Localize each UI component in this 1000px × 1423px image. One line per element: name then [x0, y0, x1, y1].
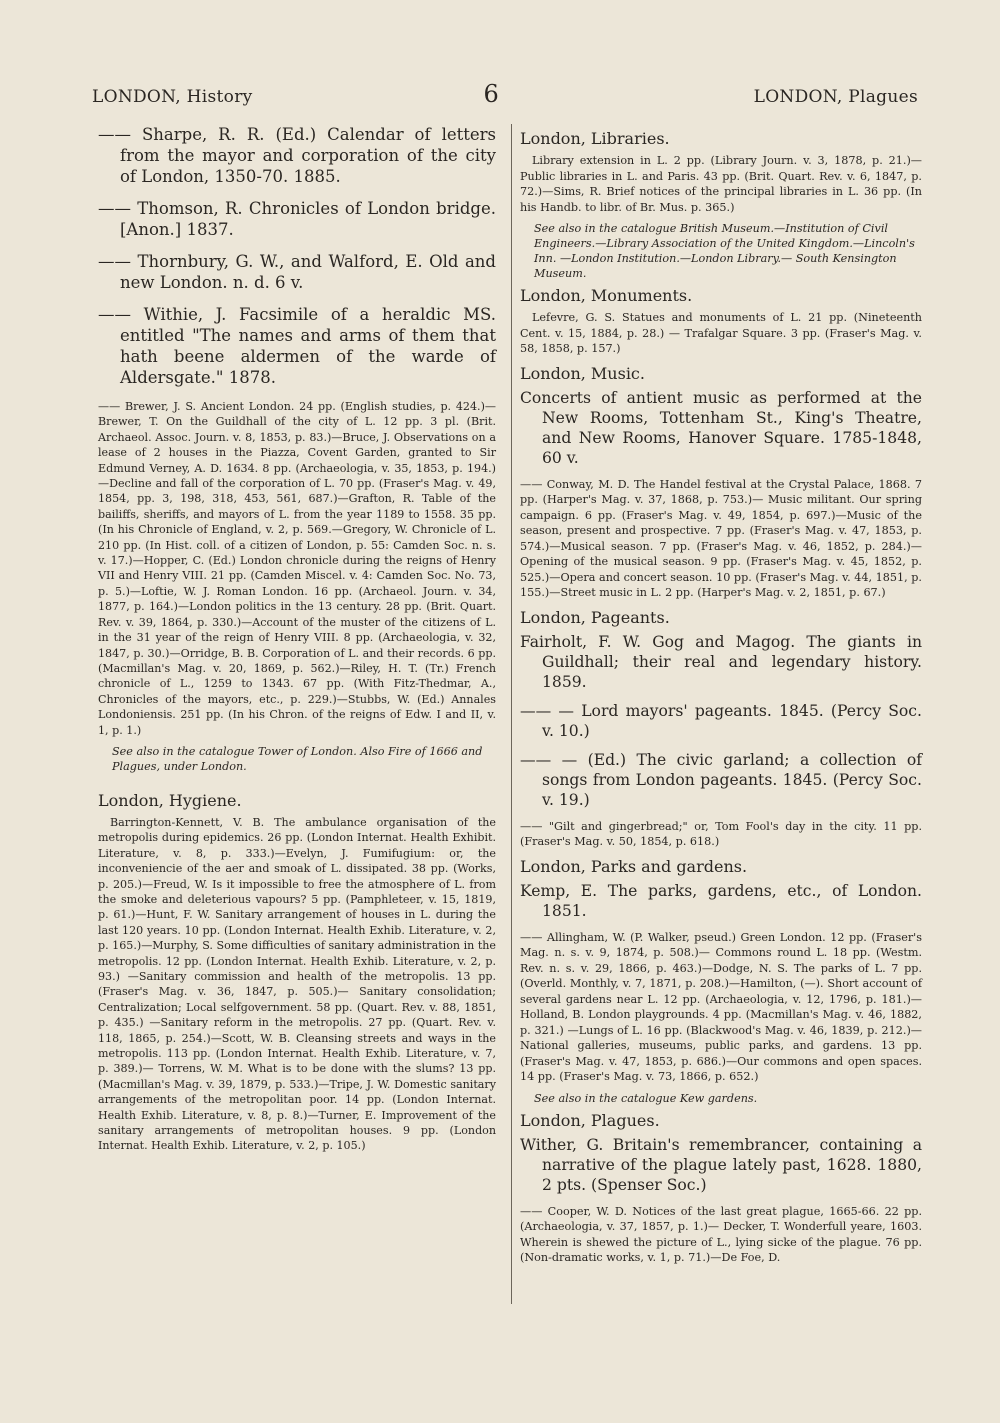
running-header — [92, 80, 918, 114]
parks-articles: —— Allingham, W. (P. Walker, pseud.) Green London. 12 pp. (Fraser's Mag. n. s. v. 9, 1874, p. 508.)— Commons round L. 18 pp. (Westm. Rev. n. s. v. 29, 1866, p. 463.)—Dodge, N. S. The parks of L. 7 pp. (Overld. Monthly, v. 7, 1871, p. 208.)—Hamilton, (—). Short account of several gardens near L. 12 pp. (Archaeologia, v. 12, 1796, p. 181.)—Holland, B. London playgrounds. 4 pp. (Macmillan's Mag. v. 46, 1882, p. 321.) —Lungs of L. 16 pp. (Blackwood's Mag. v. 46, 1839, p. 212.)—National galleries, museums, public parks, and gardens. 13 pp. (Fraser's Mag. v. 47, 1853, p. 686.)—Our commons and open spaces. 14 pp. (Fraser's Mag. v. 73, 1866, p. 652.) — [520, 930, 922, 1083]
column-divider — [511, 124, 512, 1304]
entry-thomson: —— Thomson, R. Chronicles of London bridge. [Anon.] 1837. — [98, 199, 496, 239]
left-column — [98, 124, 496, 1160]
spacer — [98, 778, 496, 786]
hygiene-articles: Barrington-Kennett, V. B. The ambulance organisation of the metropolis during epidemics. 26 pp. (London Internat. Health Exhibit. Literature, v. 8, p. 333.)—Evelyn, J. Fumifugium: or, the inconveniencie of the aer and smoak of L. dissipated. 38 pp. (Works, p. 205.)—Freud, W. Is it impossible to free the atmosphere of L. from the smoke and deleterious vapours? 5 pp. (Pamphleteer, v. 15, 1819, p. 61.)—Hunt, F. W. Sanitary arrangement of houses in L. during the last 120 years. 10 pp. (London Internat. Health Exhib. Literature, v. 2, p. 165.)—Murphy, S. Some difficulties of sanitary administration in the metropolis. 12 pp. (London Internat. Health Exhib. Literature, v. 2, p. 93.) —Sanitary commission and health of the metropolis. 13 pp. (Fraser's Mag. v. 36, 1847, p. 505.)— Sanitary consolidation; Centralization; Local selfgovernment. 58 pp. (Quart. Rev. v. 88, 1851, p. 435.) —Sanitary reform in the metropolis. 27 pp. (Quart. Rev. v. 118, 1865, p. 254.)—Scott, W. B. Cleansing streets and ways in the metropolis. 113 pp. (London Internat. Health Exhib. Literature, v. 7, p. 389.)— Torrens, W. M. What is to be done with the slums? 13 pp. (Macmillan's Mag. v. 39, 1879, p. 533.)—Tripe, J. W. Domestic sanitary arrangements of the metropolitan poor. 14 pp. (London Internat. Health Exhib. Literature, v. 8, p. 8.)—Turner, E. Improvement of the sanitary arrangements of metropolitan houses. 9 pp. (London Internat. Health Exhib. Literature, v. 2, p. 105.) — [98, 815, 496, 1153]
entry-sharpe: —— Sharpe, R. R. (Ed.) Calendar of letters from the mayor and corporation of the city of London, 1350-70. 1885. — [98, 125, 496, 186]
history-articles: —— Brewer, J. S. Ancient London. 24 pp. (English studies, p. 424.)—Brewer, T. On the Guildhall of the city of L. 12 pp. 3 pl. (Brit. Archaeol. Assoc. Journ. v. 8, 1853, p. 83.)—Bruce, J. Observations on a lease of 2 houses in the Piazza, Covent Garden, granted to Sir Edmund Verney, A. D. 1634. 8 pp. (Archaeologia, v. 35, 1853, p. 194.)—Decline and fall of the corporation of L. 70 pp. (Fraser's Mag. v. 49, 1854, pp. 3, 198, 318, 453, 561, 687.)—Grafton, R. Table of the bailiffs, sheriffs, and mayors of L. from the year 1189 to 1558. 35 pp. (In his Chronicle of England, v. 2, p. 569.—Gregory, W. Chronicle of L. 210 pp. (In Hist. coll. of a citizen of London, p. 55: Camden Soc. n. s. v. 17.)—Hopper, C. (Ed.) London chronicle during the reigns of Henry VII and Henry VIII. 21 pp. (Camden Miscel. v. 4: Camden Soc. No. 73, p. 5.)—Loftie, W. J. Roman London. 16 pp. (Archaeol. Journ. v. 34, 1877, p. 164.)—London politics in the 13 century. 28 pp. (Brit. Quart. Rev. v. 39, 1864, p. 330.)—Account of the muster of the citizens of L. in the 31 year of the reign of Henry VIII. 8 pp. (Archaeologia, v. 32, 1847, p. 30.)—Orridge, B. B. Corporation of L. and their records. 6 pp. (Macmillan's Mag. v. 20, 1869, p. 562.)—Riley, H. T. (Tr.) French chronicle of L., 1259 to 1343. 67 pp. (With Fitz-Thedmar, A., Chronicles of the mayors, etc., p. 229.)—Stubbs, W. (Ed.) Annales Londoniensis. 251 pp. (In his Chron. of the reigns of Edw. I and II, v. 1, p. 1.) — [98, 400, 496, 737]
entry-civic-garland: —— — (Ed.) The civic garland; a collection of songs from London pageants. 1845. (Percy Soc. v. 19.) — [520, 750, 922, 809]
header-right: LONDON, Plagues — [753, 87, 918, 107]
section-heading-pageants: London, Pageants. — [520, 607, 670, 627]
section-heading-plagues: London, Plagues. — [520, 1110, 660, 1130]
section-heading-libraries: London, Libraries. — [520, 129, 670, 148]
libraries-articles: Library extension in L. 2 pp. (Library Journ. v. 3, 1878, p. 21.)—Public libraries in L. and Paris. 43 pp. (Brit. Quart. Rev. v. 6, 1847, p. 72.)—Sims, R. Brief notices of the principal libraries in L. 36 pp. (In his Handb. to libr. of Br. Mus. p. 365.) — [520, 154, 922, 214]
right-column — [520, 124, 922, 1272]
section-heading-hygiene: London, Hygiene. — [98, 790, 242, 810]
header-left: LONDON, History — [92, 87, 253, 107]
entry-lord-mayors: —— — Lord mayors' pageants. 1845. (Percy Soc. v. 10.) — [520, 701, 922, 740]
history-see-also: See also in the catalogue Tower of London. Also Fire of 1666 and Plagues, under London. — [112, 744, 483, 773]
section-heading-monuments: London, Monuments. — [520, 286, 693, 305]
parks-see-also: See also in the catalogue Kew gardens. — [534, 1091, 758, 1105]
entry-withie: —— Withie, J. Facsimile of a heraldic MS. entitled "The names and arms of them that hath beene aldermen of the warde of Aldersgate." 1878. — [98, 305, 496, 387]
page-number: 6 — [483, 80, 499, 108]
libraries-see-also: See also in the catalogue British Museum.—Institution of Civil Engineers.—Library Association of the United Kingdom.—Lincoln's Inn. —London Institution.—London Library.— South Kensington Museum. — [534, 222, 915, 280]
music-articles: —— Conway, M. D. The Handel festival at the Crystal Palace, 1868. 7 pp. (Harper's Mag. v. 37, 1868, p. 753.)— Music militant. Our spring campaign. 6 pp. (Fraser's Mag. v. 49, 1854, p. 697.)—Music of the season, present and prospective. 7 pp. (Fraser's Mag. v. 47, 1853, p. 574.)—Musical season. 7 pp. (Fraser's Mag. v. 46, 1852, p. 284.)—Opening of the musical season. 9 pp. (Fraser's Mag. v. 45, 1852, p. 525.)—Opera and concert season. 10 pp. (Fraser's Mag. v. 44, 1851, p. 155.)—Street music in L. 2 pp. (Harper's Mag. v. 2, 1851, p. 67.) — [520, 477, 922, 599]
entry-fairholt: Fairholt, F. W. Gog and Magog. The giants in Guildhall; their real and legendary history. 1859. — [520, 632, 922, 691]
plagues-articles: —— Cooper, W. D. Notices of the last great plague, 1665-66. 22 pp. (Archaeologia, v. 37, 1857, p. 1.)— Decker, T. Wonderfull yeare, 1603. Wherein is shewed the picture of L., lying sicke of the plague. 76 pp. (Non-dramatic works, v. 1, p. 71.)—De Foe, D. — [520, 1204, 922, 1264]
pageants-articles: —— "Gilt and gingerbread;" or, Tom Fool's day in the city. 11 pp. (Fraser's Mag. v. 50, 1854, p. 618.) — [520, 819, 922, 848]
entry-wither: Wither, G. Britain's remembrancer, containing a narrative of the plague lately past, 1628. 1880, 2 pts. (Spenser Soc.) — [520, 1135, 922, 1194]
entry-concerts: Concerts of antient music as performed at the New Rooms, Tottenham St., King's Theatre, and New Rooms, Hanover Square. 1785-1848, 60 v. — [520, 388, 922, 467]
section-heading-parks: London, Parks and gardens. — [520, 856, 748, 876]
monuments-articles: Lefevre, G. S. Statues and monuments of L. 21 pp. (Nineteenth Cent. v. 15, 1884, p. 28.) — Trafalgar Square. 3 pp. (Fraser's Mag. v. 58, 1858, p. 157.) — [520, 311, 922, 355]
section-heading-music: London, Music. — [520, 363, 645, 383]
entry-thornbury: —— Thornbury, G. W., and Walford, E. Old and new London. n. d. 6 v. — [98, 252, 496, 292]
entry-kemp: Kemp, E. The parks, gardens, etc., of London. 1851. — [520, 881, 922, 920]
